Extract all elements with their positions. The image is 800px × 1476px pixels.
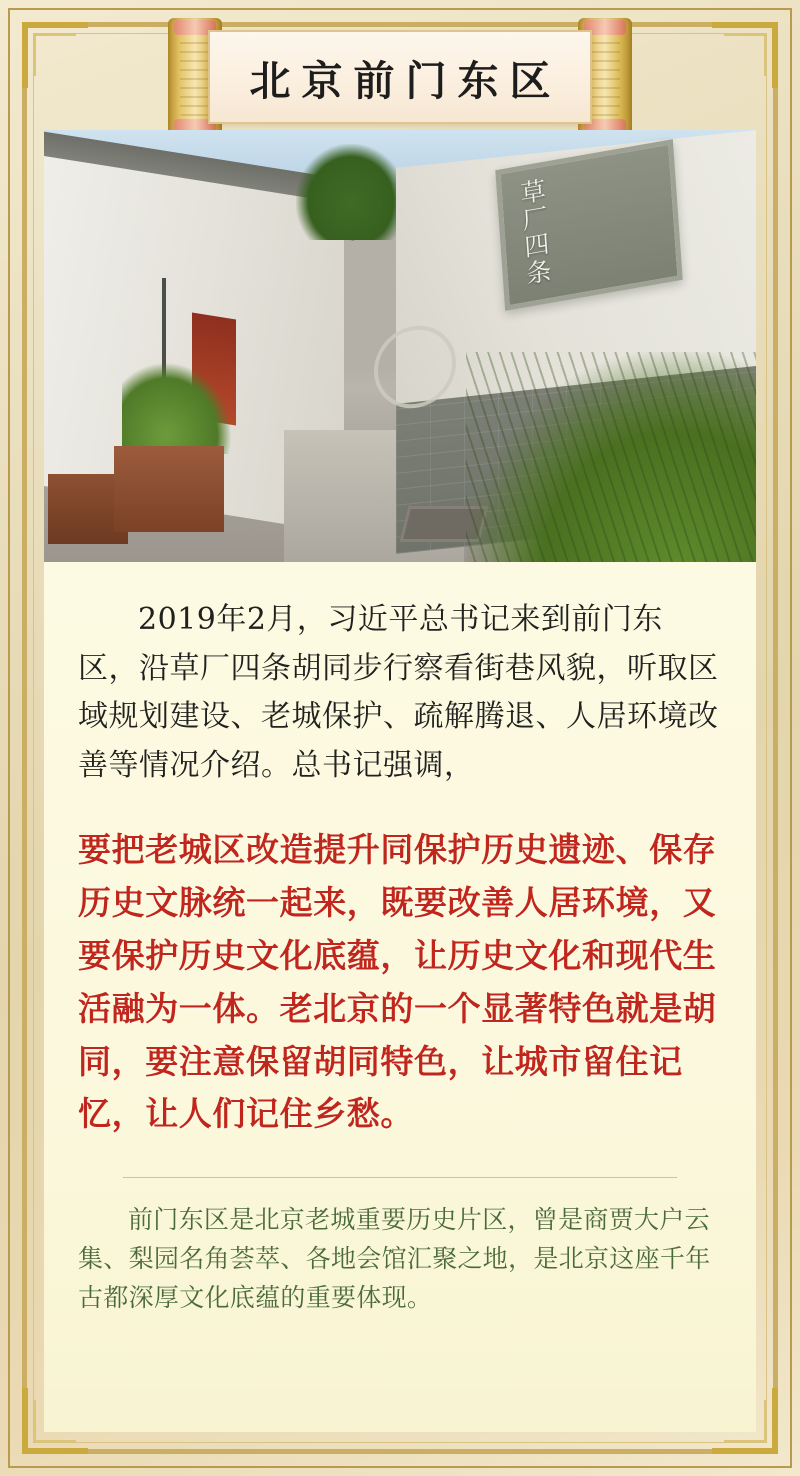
note-paragraph: 前门东区是北京老城重要历史片区，曾是商贾大户云集、梨园名角荟萃、各地会馆汇聚之地，是北京这座千年古都深厚文化底蕴的重要体现。 bbox=[78, 1205, 711, 1313]
photo-planter-box bbox=[114, 446, 224, 532]
text-card bbox=[44, 562, 756, 1432]
photo-hutong-plaque-text: 草厂四条 bbox=[516, 176, 553, 289]
title-scroll-banner bbox=[168, 18, 632, 136]
corner-ornament-top-left bbox=[22, 22, 88, 88]
scroll-grain-left bbox=[180, 38, 210, 116]
photo-scene bbox=[44, 130, 756, 562]
page-title: 北京前门东区 bbox=[249, 56, 562, 105]
photo-foreground-grass bbox=[466, 352, 756, 562]
section-divider bbox=[123, 1177, 677, 1178]
photo-left-shrubs bbox=[122, 362, 232, 454]
title-panel bbox=[208, 30, 592, 124]
hero-photo bbox=[44, 130, 756, 562]
corner-ornament-top-right bbox=[712, 22, 778, 88]
intro-paragraph: 2019年2月，习近平总书记来到前门东区，沿草厂四条胡同步行察看街巷风貌，听取区域规划建设、老城保护、疏解腾退、人居环境改善等情况介绍。总书记强调， bbox=[78, 602, 719, 783]
scroll-grain-right bbox=[590, 38, 620, 116]
photo-tree-foliage bbox=[296, 144, 406, 240]
quote-paragraph: 要把老城区改造提升同保护历史遗迹、保存历史文脉统一起来，既要改善人居环境，又要保护历史文化底蕴，让历史文化和现代生活融为一体。老北京的一个显著特色就是胡同，要注意保留胡同特色，让城市留住记忆，让人们记住乡愁。 bbox=[78, 830, 717, 1134]
